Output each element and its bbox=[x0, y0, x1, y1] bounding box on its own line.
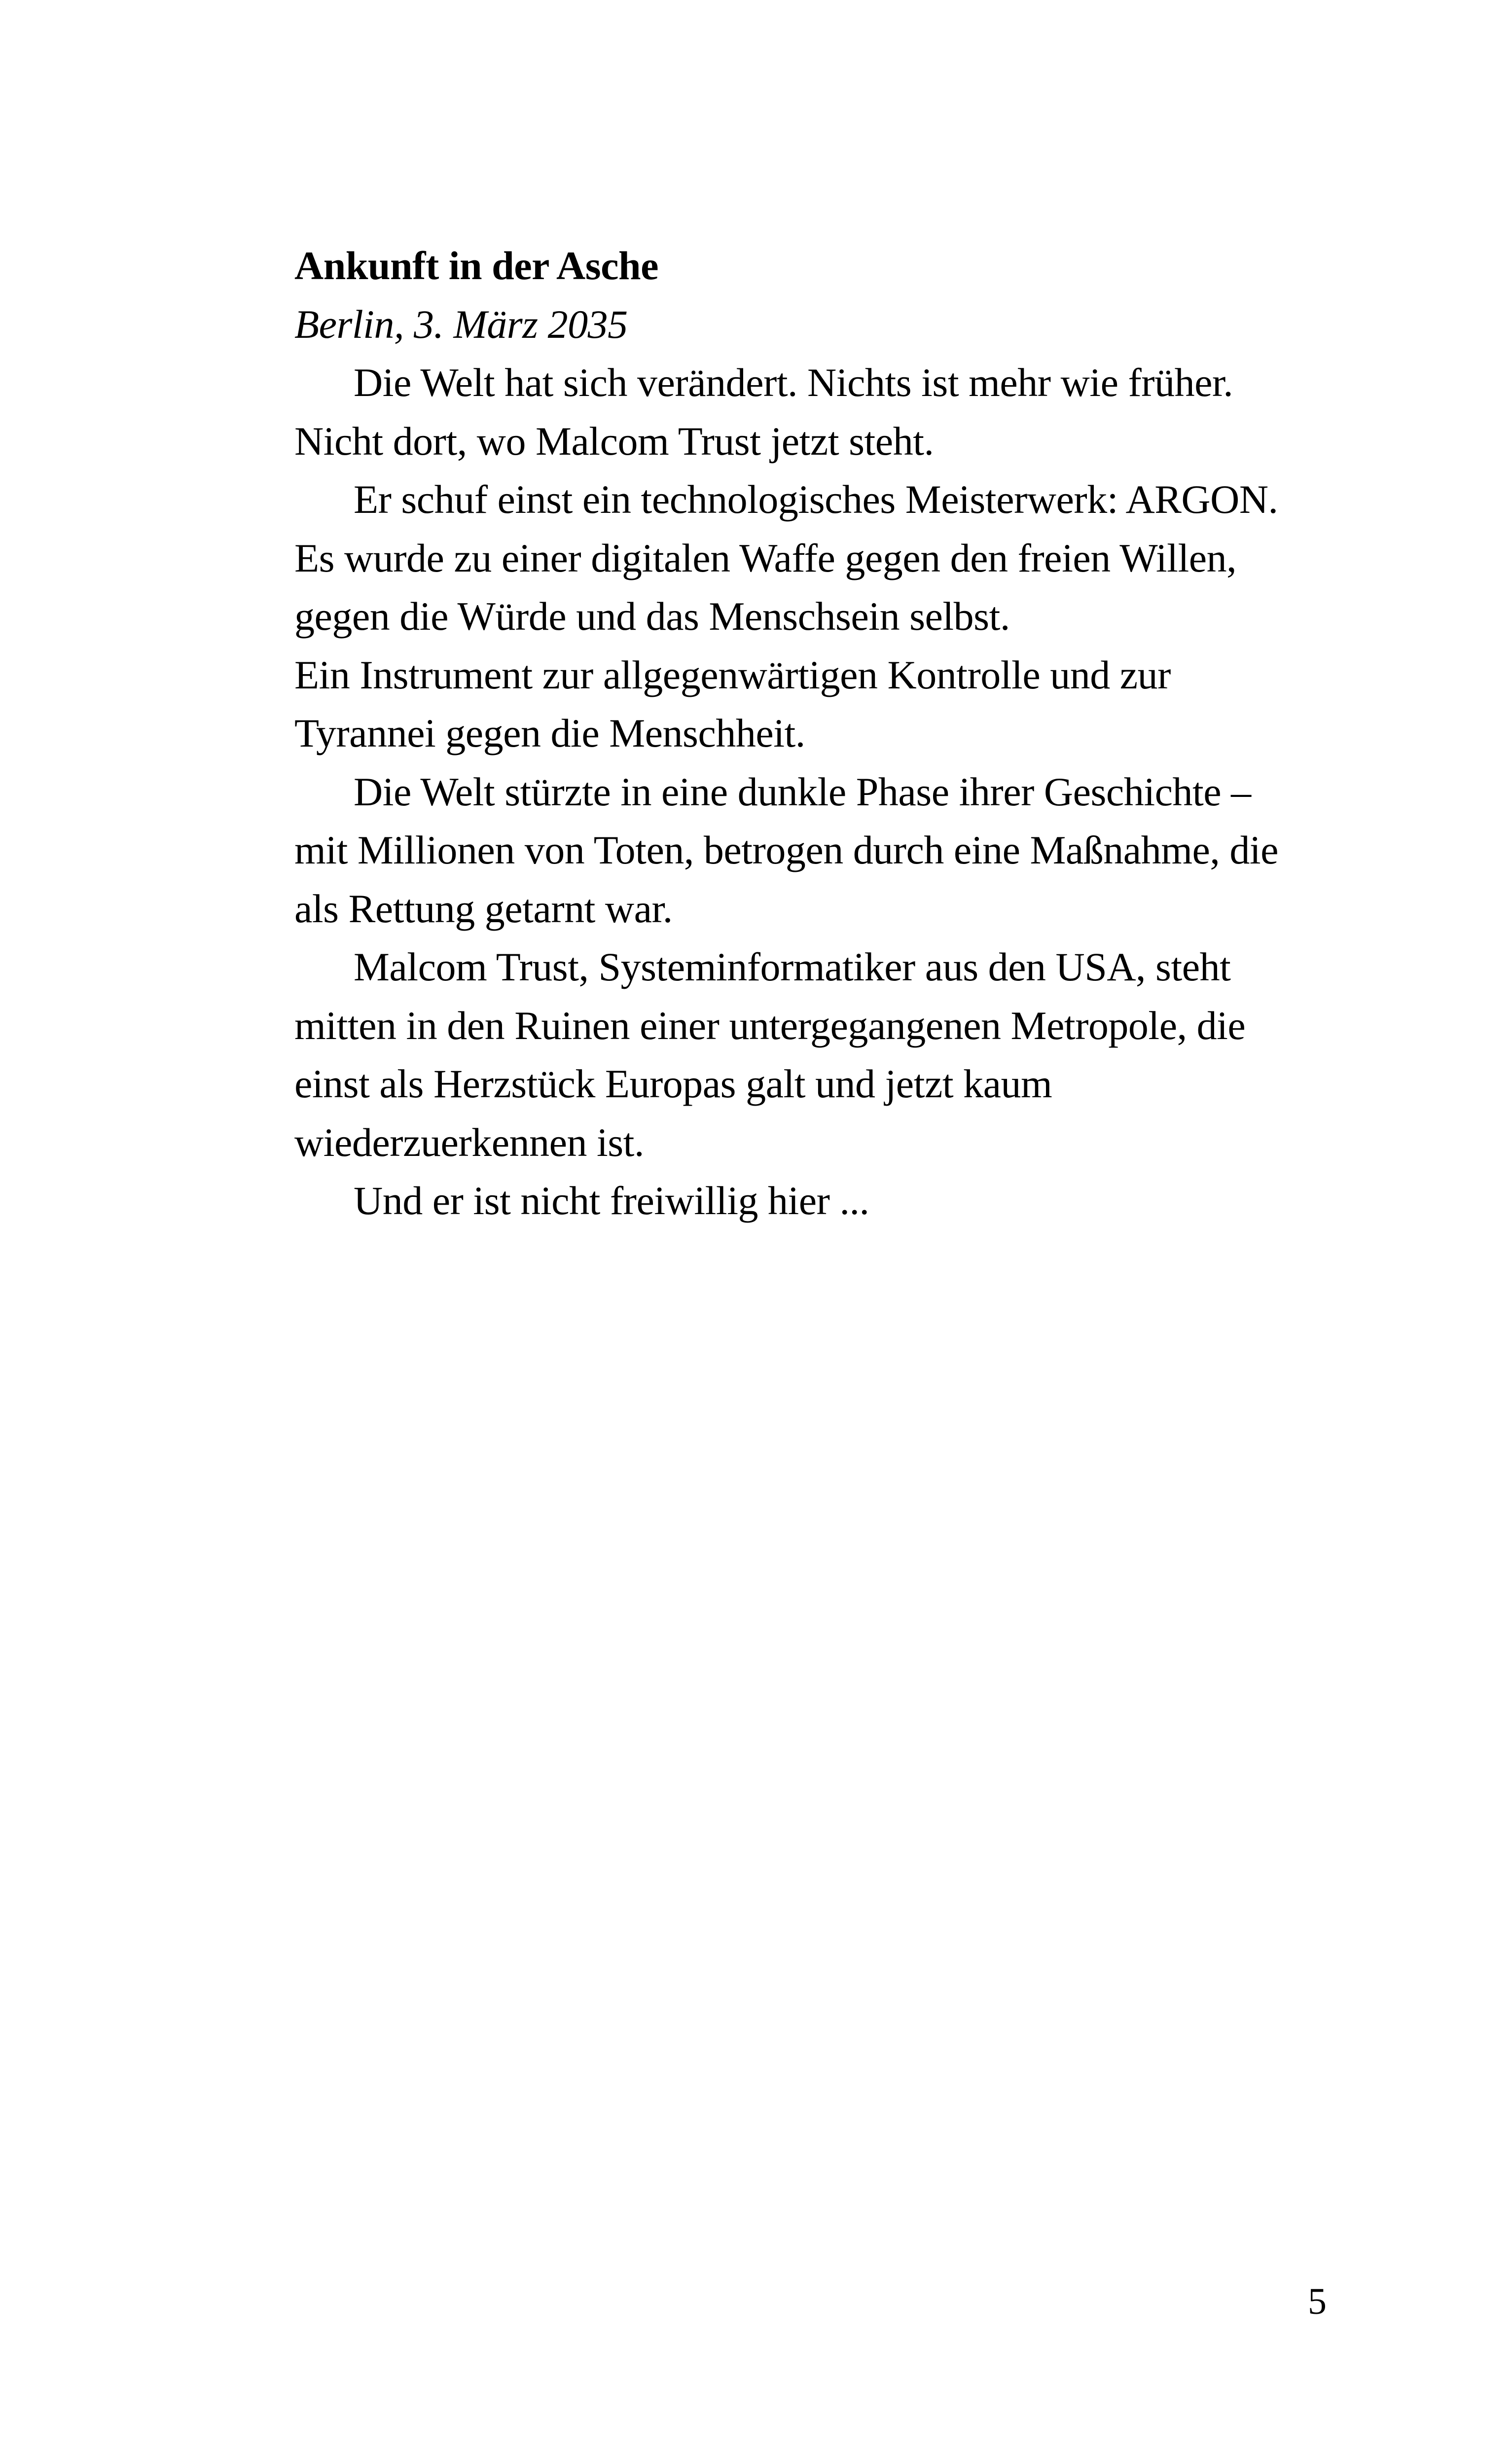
text-line: Nicht dort, wo Malcom Trust jetzt steht. bbox=[294, 418, 934, 464]
text-line: Die Welt stürzte in eine dunkle Phase ihrer Geschichte – bbox=[354, 769, 1251, 814]
dateline: Berlin, 3. März 2035 bbox=[294, 301, 628, 347]
text-line: Ein Instrument zur allgegenwärtigen Kontrolle und zur bbox=[294, 652, 1171, 697]
text-line: gegen die Würde und das Menschsein selbst. bbox=[294, 594, 1010, 639]
text-line: als Rettung getarnt war. bbox=[294, 886, 673, 931]
chapter-title: Ankunft in der Asche bbox=[294, 243, 659, 288]
text-line: Und er ist nicht freiwillig hier ... bbox=[354, 1178, 869, 1223]
chapter-text bbox=[294, 237, 1340, 1230]
text-line: Er schuf einst ein technologisches Meisterwerk: ARGON. bbox=[354, 477, 1278, 522]
text-line: mitten in den Ruinen einer untergegangenen Metropole, die bbox=[294, 1003, 1246, 1048]
text-line: Malcom Trust, Systeminformatiker aus den USA, steht bbox=[354, 944, 1231, 989]
text-line: Die Welt hat sich verändert. Nichts ist mehr wie früher. bbox=[354, 360, 1233, 405]
text-line: Tyrannei gegen die Menschheit. bbox=[294, 711, 805, 755]
body-text bbox=[294, 354, 1340, 1230]
text-line: Es wurde zu einer digitalen Waffe gegen den freien Willen, bbox=[294, 535, 1237, 580]
text-line: mit Millionen von Toten, betrogen durch eine Maßnahme, die bbox=[294, 827, 1279, 872]
text-line: einst als Herzstück Europas galt und jetzt kaum bbox=[294, 1061, 1052, 1106]
page-number: 5 bbox=[1308, 2281, 1327, 2322]
text-line: wiederzuerkennen ist. bbox=[294, 1119, 644, 1165]
